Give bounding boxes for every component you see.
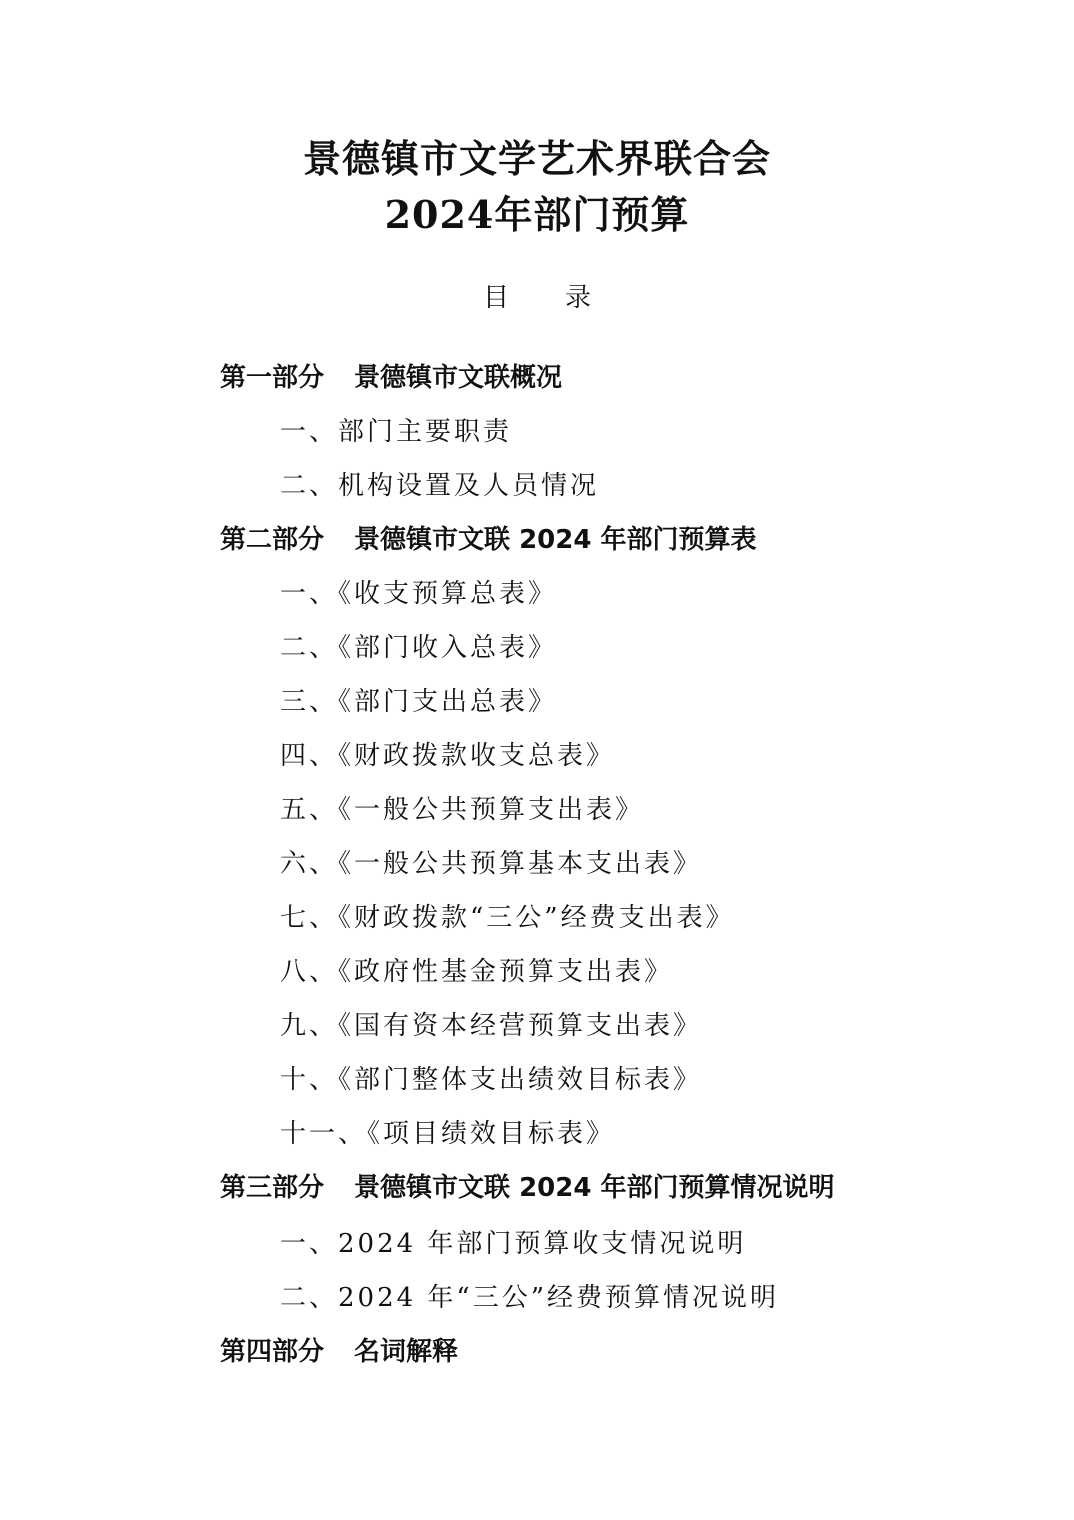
toc-item: 一、2024 年部门预算收支情况说明 (280, 1229, 747, 1259)
part-title: 景德镇市文联概况 (354, 363, 563, 393)
toc-item: 九、《国有资本经营预算支出表》 (280, 1011, 703, 1041)
toc-item: 七、《财政拨款“三公”经费支出表》 (280, 903, 735, 933)
toc-item: 一、部门主要职责 (280, 417, 513, 447)
toc-part-4 (220, 1332, 458, 1372)
toc-item: 十一、《项目绩效目标表》 (280, 1119, 616, 1149)
part-title: 名词解释 (354, 1337, 459, 1367)
part-title: 景德镇市文联 2024 年部门预算表 (354, 525, 757, 555)
toc-part-3 (220, 1168, 834, 1208)
toc-item: 六、《一般公共预算基本支出表》 (280, 849, 703, 879)
toc-part-1 (220, 358, 562, 398)
toc-item: 一、《收支预算总表》 (280, 579, 558, 609)
toc-item: 二、2024 年“三公”经费预算情况说明 (280, 1283, 780, 1313)
part-label: 第一部分 (220, 363, 325, 393)
toc-item: 五、《一般公共预算支出表》 (280, 795, 645, 825)
part-label: 第二部分 (220, 525, 325, 555)
toc-heading-left: 目 (482, 283, 509, 313)
toc-heading-right: 录 (565, 283, 592, 313)
toc-item: 八、《政府性基金预算支出表》 (280, 957, 674, 987)
toc-part-2 (220, 520, 756, 560)
part-label: 第三部分 (220, 1173, 325, 1203)
part-label: 第四部分 (220, 1337, 325, 1367)
document-title-line-1: 景德镇市文学艺术界联合会 (302, 136, 771, 181)
toc-item: 四、《财政拨款收支总表》 (280, 741, 616, 771)
toc-heading (0, 278, 1074, 318)
part-title: 景德镇市文联 2024 年部门预算情况说明 (354, 1173, 835, 1203)
toc-item: 二、《部门收入总表》 (280, 633, 558, 663)
toc-item: 二、机构设置及人员情况 (280, 471, 600, 501)
toc-item: 三、《部门支出总表》 (280, 687, 558, 717)
document-title-line-2: 2024年部门预算 (384, 192, 690, 237)
toc-item: 十、《部门整体支出绩效目标表》 (280, 1065, 703, 1095)
